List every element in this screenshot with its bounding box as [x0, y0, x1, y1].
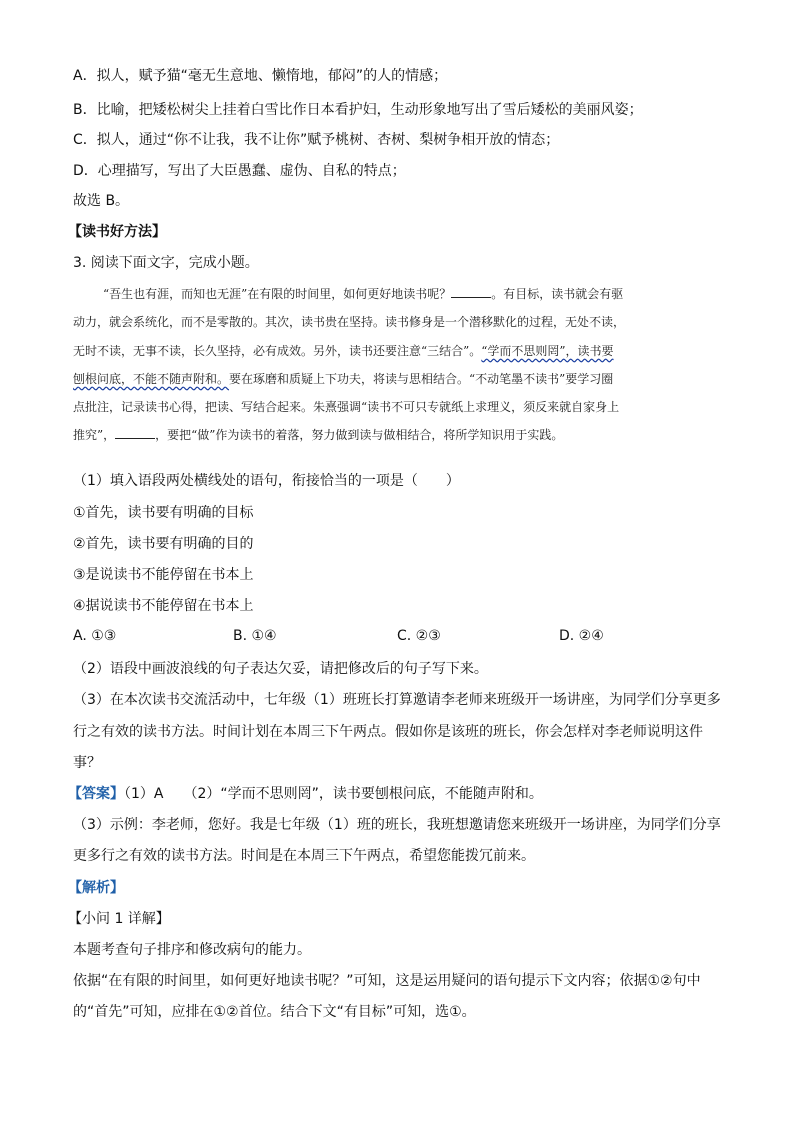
passage-text: 推究”， — [73, 428, 116, 442]
wavy-underlined-text: 刨根问底，不能不随声附和。 — [73, 372, 230, 386]
analysis-line-2: 依据“在有限的时间里，如何更好地读书呢？”可知，这是运用疑问的语句提示下文内容；依据①②句中 — [73, 973, 701, 989]
option-b: B. ①④ — [233, 628, 277, 644]
answer-3-line-1: （3）示例：李老师，您好。我是七年级（1）班的班长，我班想邀请您来班级开一场讲座，为同学们分享 — [73, 817, 721, 833]
analysis-sub-heading: 【小问 1 详解】 — [68, 911, 170, 927]
passage-line-1 — [103, 284, 623, 304]
option-c-explanation: C．拟人，通过“你不让我，我不让你”赋予桃树、杏树、梨树争相开放的情态； — [73, 132, 560, 148]
answer-tag: 【答案】 — [68, 786, 124, 802]
passage-text: 要在琢磨和质疑上下功夫，将读与思相结合。“不动笔墨不读书”要学习圈 — [229, 372, 614, 386]
sub-question-2: （2）语段中画波浪线的句子表达欠妥，请把修改后的句子写下来。 — [73, 661, 488, 677]
answer-1: （1）A — [124, 786, 164, 802]
analysis-line-3: 的“首先”可知，应排在①②首位。结合下文“有目标”可知，选①。 — [73, 1004, 476, 1020]
analysis-line-1: 本题考查句子排序和修改病句的能力。 — [73, 942, 311, 958]
sub-question-3-line-2: 行之有效的读书方法。时间计划在本周三下午两点。假如你是该班的班长，你会怎样对李老师说明这件 — [73, 724, 703, 740]
choose-b-line: 故选 B。 — [73, 193, 130, 209]
sub-question-1: （1）填入语段两处横线处的语句，衔接恰当的一项是（ ） — [73, 473, 460, 489]
question-stem: 3. 阅读下面文字，完成小题。 — [73, 255, 259, 271]
fill-blank-1 — [451, 285, 491, 298]
passage-line-2: 动力，就会系统化，而不是零散的。其次，读书贵在坚持。读书修身是一个潜移默化的过程，无处不读， — [73, 315, 626, 329]
passage-text: 无时不读，无事不读，长久坚持，必有成效。另外，读书还要注意“三结合”。 — [73, 344, 482, 358]
fill-blank-2 — [115, 426, 155, 439]
option-a-explanation: A．拟人，赋予猫“毫无生意地、懒惰地，郁闷”的人的情感； — [73, 68, 448, 84]
wavy-underlined-text: “学而不思则罔”，读书要 — [481, 344, 614, 358]
option-a: A. ①③ — [73, 628, 117, 644]
sub-question-3-line-1: （3）在本次读书交流活动中，七年级（1）班班长打算邀请李老师来班级开一场讲座，为同学们分享更多 — [73, 692, 721, 708]
answer-options — [73, 628, 673, 648]
answer-3-line-2: 更多行之有效的读书方法。时间是在本周三下午两点，希望您能拨冗前来。 — [73, 848, 535, 864]
item-4: ④据说读书不能停留在书本上 — [73, 598, 254, 614]
passage-line-4 — [73, 369, 613, 389]
passage-line-6 — [73, 425, 563, 445]
passage-line-5: 点批注，记录读书心得，把读、写结合起来。朱熹强调“读书不可只专就纸上求理义，须反来就自家身上 — [73, 400, 620, 414]
item-1: ①首先，读书要有明确的目标 — [73, 505, 254, 521]
option-d-explanation: D．心理描写，写出了大臣愚蠢、虚伪、自私的特点； — [73, 163, 406, 179]
item-3: ③是说读书不能停留在书本上 — [73, 567, 254, 583]
sub-question-3-line-3: 事？ — [73, 755, 101, 771]
answer-2: （2）“学而不思则罔”，读书要刨根问底，不能随声附和。 — [183, 786, 543, 802]
passage-text: ，要把“做”作为读书的着落，努力做到读与做相结合，将所学知识用于实践。 — [155, 428, 564, 442]
analysis-tag: 【解析】 — [68, 880, 124, 896]
passage-text: 。有目标，读书就会有驱 — [491, 287, 624, 301]
answer-line-1 — [68, 784, 543, 804]
passage-line-3 — [73, 341, 614, 361]
section-title: 【读书好方法】 — [68, 224, 166, 240]
option-b-explanation: B．比喻，把矮松树尖上挂着白雪比作日本看护妇，生动形象地写出了雪后矮松的美丽风姿； — [73, 102, 643, 118]
passage-text: “吾生也有涯，而知也无涯”在有限的时间里，如何更好地读书呢？ — [103, 287, 452, 301]
item-2: ②首先，读书要有明确的目的 — [73, 536, 254, 552]
option-c: C. ②③ — [397, 628, 441, 644]
option-d: D. ②④ — [559, 628, 604, 644]
